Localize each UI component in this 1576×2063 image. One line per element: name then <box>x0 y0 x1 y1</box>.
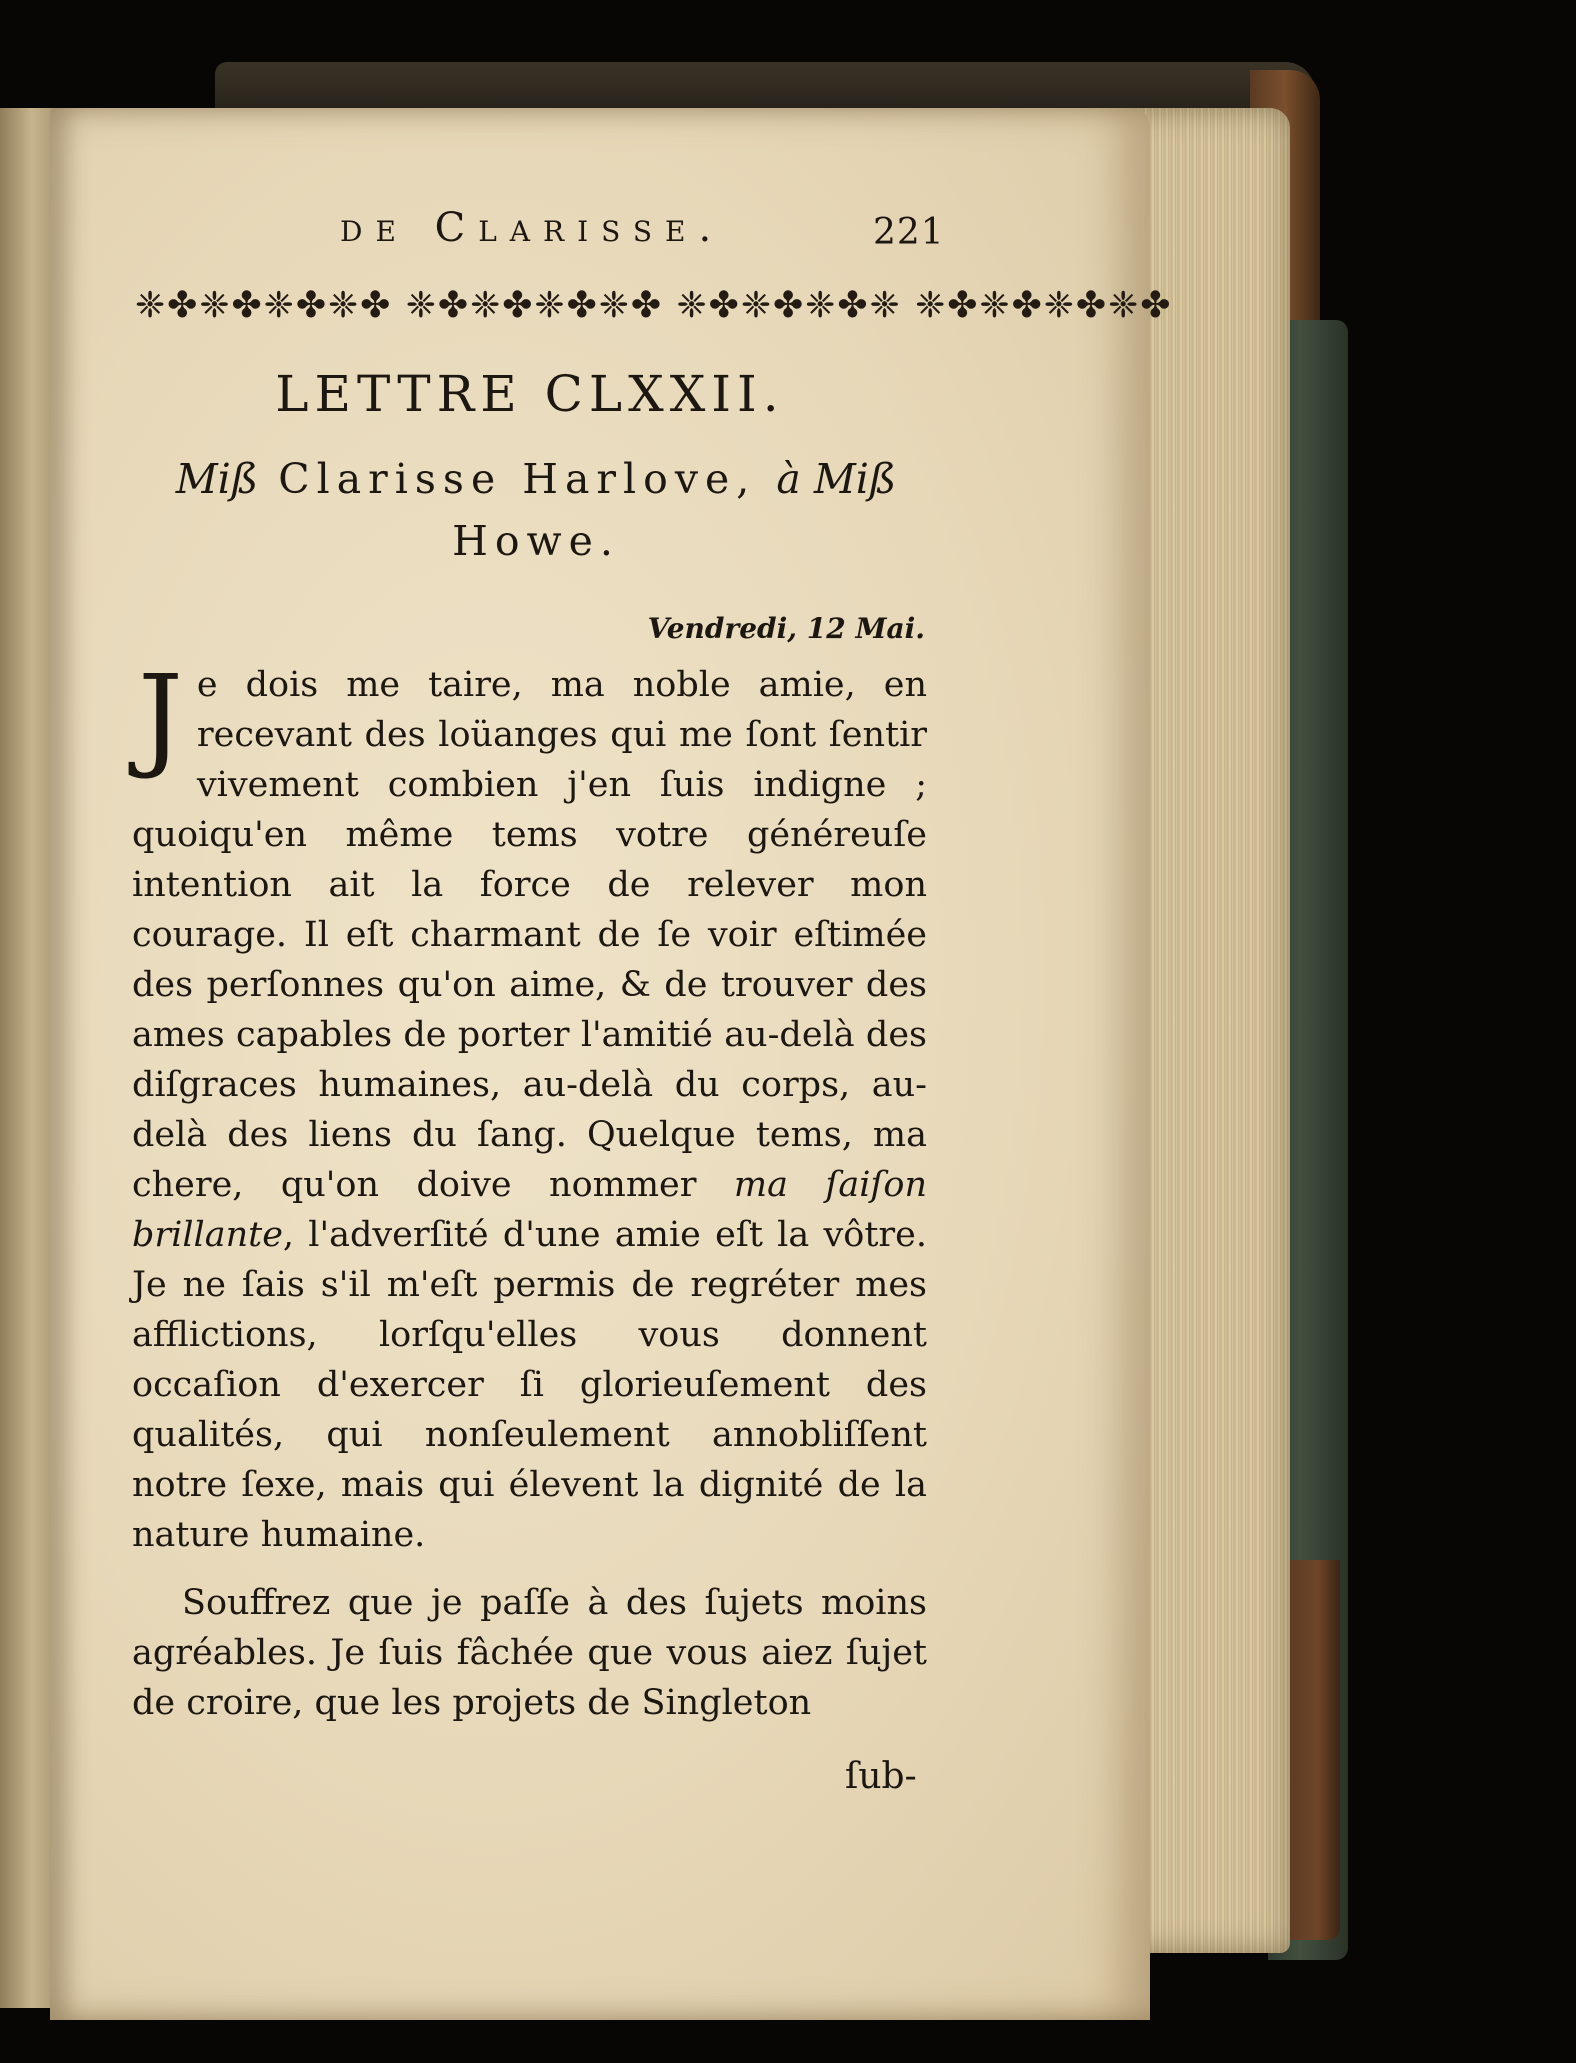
paragraph-2: Souffrez que je paſſe à des ſujets moins agréables. Je ſuis fâchée que vous aiez ſujet de croire, que les projets de Singleton <box>132 1583 927 1723</box>
running-head: de Clarisse. <box>340 205 725 251</box>
letter-body <box>132 652 927 1728</box>
addressee <box>136 448 936 572</box>
sender-prefix: Miß <box>175 455 259 503</box>
page-number: 221 <box>873 212 945 253</box>
ornament-band: ❈✤❈✤❈✤❈✤ ❈✤❈✤❈✤❈✤ ❈✤❈✤❈✤❈ ❈✤❈✤❈✤❈✤ <box>135 285 1173 326</box>
paragraph-1-text: e dois me taire, ma noble amie, en recevant des loüanges qui me ſont ſentir vivement combien j'en ſuis indigne ; quoiqu'en même tems votre généreuſe intention ait la force de relever mon courage. Il eſt charmant de ſe voir eſtimée des perſonnes qu'on aime, & de trouver des ames capables de porter l'amitié au-delà des diſgraces humaines, au-delà du corps, au-delà des liens du ſang. Quelque tems, ma chere, qu'on doive nommer <box>132 665 927 1205</box>
drop-cap: J <box>138 652 183 782</box>
paragraph-1-italic: ma ſaiſon brillante <box>132 1165 927 1255</box>
catchword: ſub- <box>845 1756 917 1797</box>
paragraph-1-text-after: , l'adverſité d'une amie eſt la vôtre. Je ne ſais s'il m'eſt permis de regréter mes afflictions, lorſqu'elles vous donnent occaſion d'exercer ſi glorieuſement des qualités, qui nonſeulement annobliſſent notre ſexe, mais qui élevent la dignité de la nature humaine. <box>132 1215 927 1555</box>
recipient-name: Howe. <box>452 517 620 565</box>
paragraph-1 <box>132 652 927 1560</box>
recipient-prefix: à Miß <box>776 455 897 503</box>
sender-name: Clarisse Harlove, <box>278 455 757 503</box>
dateline: Vendredi, 12 Mai. <box>647 612 925 645</box>
letter-title: LETTRE CLXXII. <box>275 365 785 423</box>
